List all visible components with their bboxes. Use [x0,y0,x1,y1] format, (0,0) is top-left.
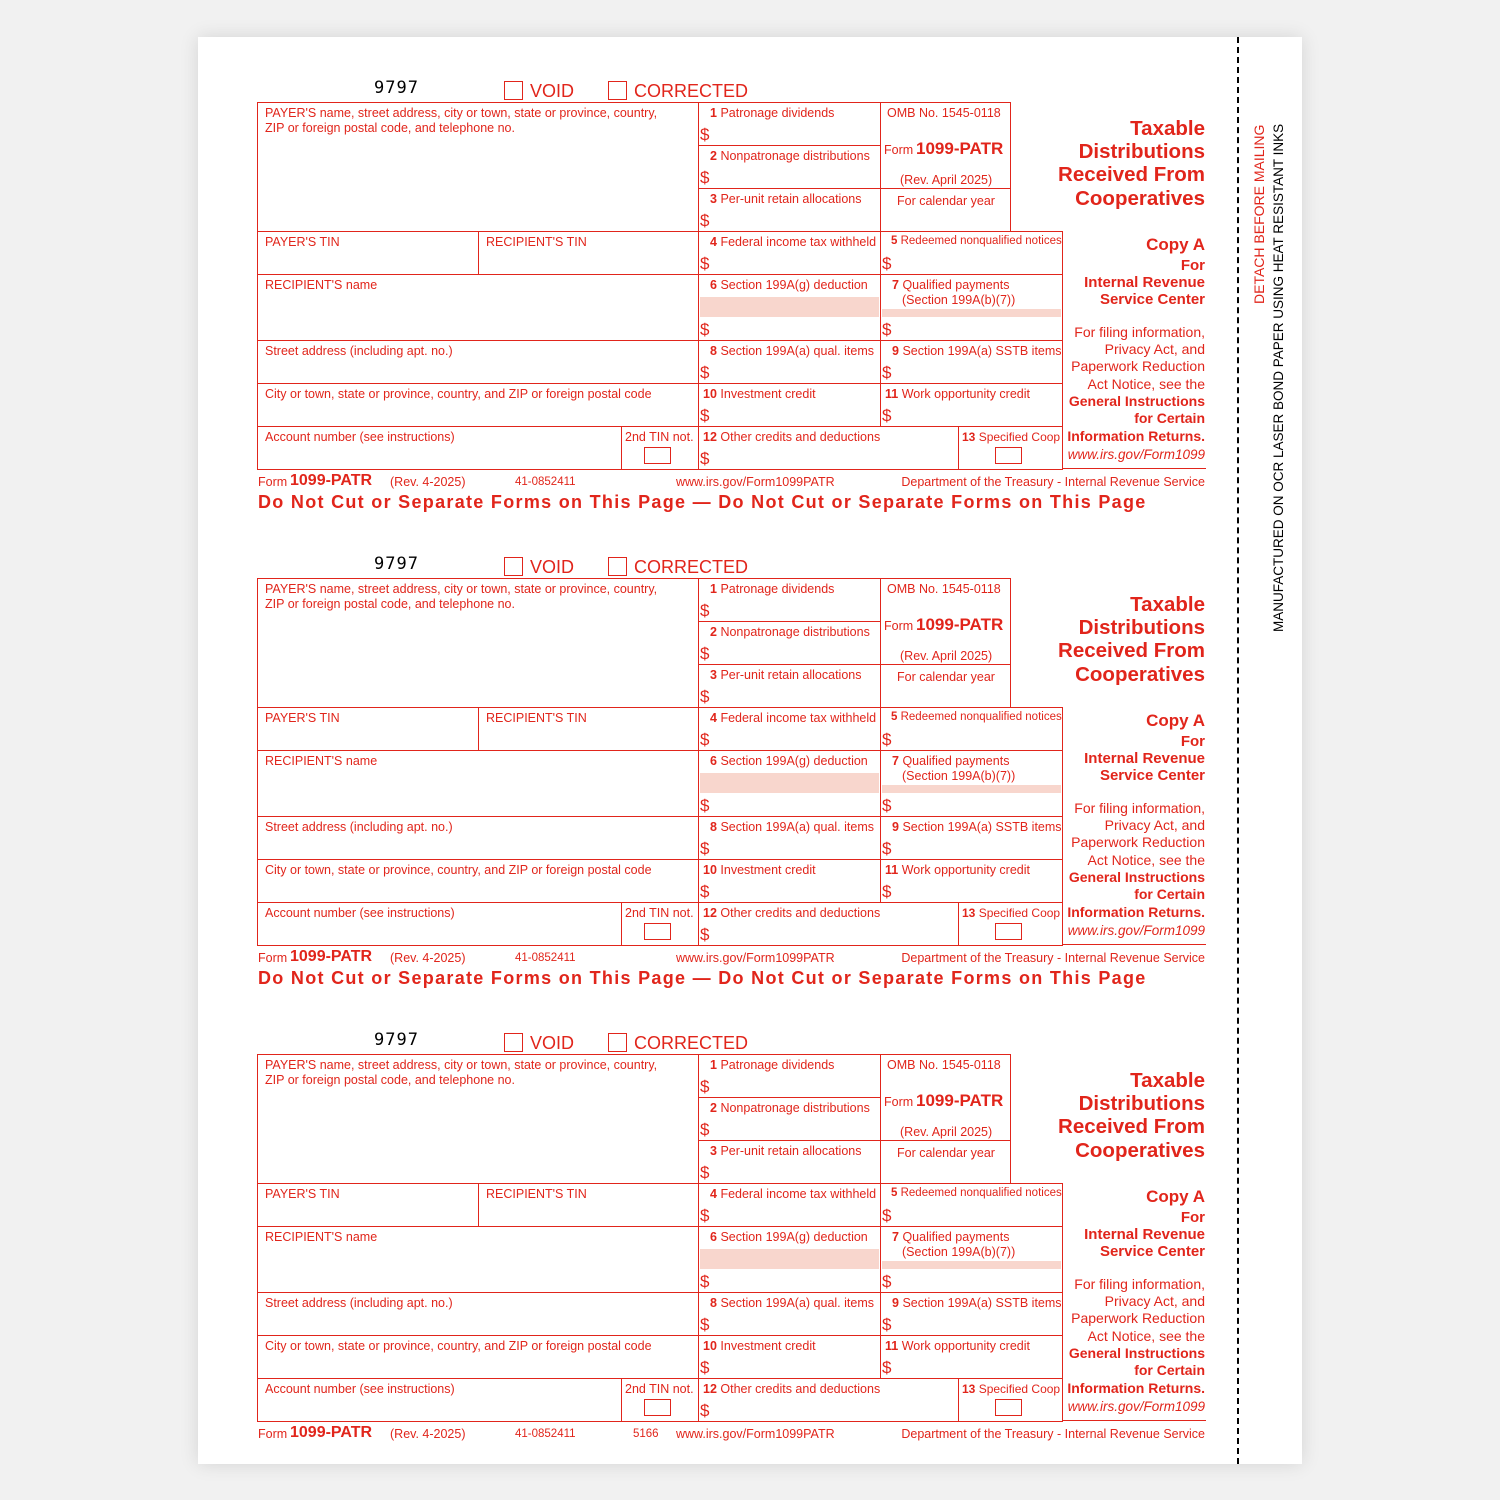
form-prefix: Form [884,1095,914,1109]
box8-dollar: $ [700,363,710,382]
box7-num: 7 [892,1230,899,1244]
box12-label: Other credits and deductions [720,1382,881,1396]
street-label: Street address (including apt. no.) [265,344,453,358]
form-title-2: Distributions [1078,1092,1205,1115]
box8-num: 8 [710,820,717,834]
box2-label: Nonpatronage distributions [720,1101,870,1115]
box5-num: 5 [891,235,898,247]
form-title-2: Distributions [1078,140,1205,163]
form-title-3: Received From [1058,639,1205,662]
box10-dollar: $ [700,406,710,425]
calendar-year-label: For calendar year [897,194,995,208]
box6-num: 6 [710,278,717,292]
box3-num: 3 [710,1144,717,1158]
box11-dollar: $ [882,406,892,425]
box5-label: Redeemed nonqualified notices [900,711,1062,723]
box3-label: Per-unit retain allocations [720,1144,862,1158]
box10-num: 10 [703,1339,717,1353]
payer-tin-label: PAYER'S TIN [265,235,340,249]
second-tin-label: 2nd TIN not. [625,1382,694,1396]
scan-code: 9797 [374,78,419,98]
calendar-year-label: For calendar year [897,670,995,684]
form-number: 1099-PATR [916,1091,1004,1110]
box3-label: Per-unit retain allocations [720,668,862,682]
box7-label2: (Section 199A(b)(7)) [902,769,1016,783]
footer-form-prefix: Form [258,475,288,489]
omb-number: OMB No. 1545-0118 [887,582,1001,596]
box2-label: Nonpatronage distributions [720,149,870,163]
box10-num: 10 [703,863,717,877]
box10-label: Investment credit [720,863,816,877]
box9-dollar: $ [882,1315,892,1334]
info-bold-3: Information Returns. [1067,904,1205,920]
copy-a-label: Copy A [1146,711,1205,730]
box7-label2: (Section 199A(b)(7)) [902,293,1016,307]
box12-dollar: $ [700,449,710,468]
box13-num: 13 [962,430,976,444]
box11-dollar: $ [882,1358,892,1377]
footer-form-prefix: Form [258,951,288,965]
box12-dollar: $ [700,925,710,944]
box10-label: Investment credit [720,1339,816,1353]
info-line-1: For filing information, [1074,324,1205,340]
omb-number: OMB No. 1545-0118 [887,106,1001,120]
box1-label: Patronage dividends [720,582,835,596]
box11-num: 11 [885,1339,899,1353]
box5-label: Redeemed nonqualified notices [900,1187,1062,1199]
box13-label: Specified Coop [978,906,1061,920]
recipient-name-label: RECIPIENT'S name [265,754,378,768]
box7-shade [882,785,1061,793]
box5-dollar: $ [882,1206,892,1225]
info-line-2: Privacy Act, and [1104,817,1205,833]
box4-num: 4 [710,711,717,725]
box4-label: Federal income tax withheld [720,1187,877,1201]
second-tin-label: 2nd TIN not. [625,906,694,920]
info-bold-2: for Certain [1134,410,1205,426]
scan-code: 9797 [374,554,419,574]
scan-code: 9797 [374,1030,419,1050]
box12-num: 12 [703,1382,717,1396]
omb-number: OMB No. 1545-0118 [887,1058,1001,1072]
box10-dollar: $ [700,1358,710,1377]
revision-date: (Rev. April 2025) [900,173,993,187]
box1-dollar: $ [700,1077,710,1096]
box4-dollar: $ [700,1206,710,1225]
info-line-2: Privacy Act, and [1104,1293,1205,1309]
box6-num: 6 [710,754,717,768]
city-label: City or town, state or province, country, and ZIP or foreign postal code [265,387,652,401]
box6-shade [700,297,879,317]
box6-num: 6 [710,1230,717,1244]
box1-label: Patronage dividends [720,1058,835,1072]
corrected-checkbox[interactable] [608,557,627,576]
box6-label: Section 199A(g) deduction [720,754,868,768]
footer-form-number: 1099-PATR [290,472,373,489]
box9-label: Section 199A(a) SSTB items [902,820,1062,834]
omb-divider [880,188,1011,189]
second-tin-checkbox[interactable] [644,447,671,464]
box1-dollar: $ [700,125,710,144]
box6-shade [700,773,879,793]
info-url[interactable]: www.irs.gov/Form1099 [1067,1399,1205,1414]
payer-name-label: PAYER'S name, street address, city or town, state or province, country, [265,582,658,596]
box4-label: Federal income tax withheld [720,235,877,249]
do-not-cut-notice: Do Not Cut or Separate Forms on This Page — Do Not Cut or Separate Forms on This Page [258,492,1147,512]
form-title-2: Distributions [1078,616,1205,639]
box8-num: 8 [710,1296,717,1310]
box8-dollar: $ [700,839,710,858]
box13-checkbox[interactable] [995,447,1022,464]
box5-dollar: $ [882,730,892,749]
omb-block [880,102,1011,232]
box3-label: Per-unit retain allocations [720,192,862,206]
dept-label: Department of the Treasury - Internal Revenue Service [901,475,1205,489]
second-tin-label: 2nd TIN not. [625,430,694,444]
box11-label: Work opportunity credit [901,1339,1030,1353]
box7-shade [882,309,1061,317]
form-title-1: Taxable [1130,593,1205,616]
revision-date: (Rev. April 2025) [900,649,993,663]
form-title-3: Received From [1058,1115,1205,1138]
manufactured-text: MANUFACTURED ON OCR LASER BOND PAPER USING HEAT RESISTANT INKS [1271,123,1286,632]
account-label: Account number (see instructions) [265,906,455,920]
box2-dollar: $ [700,644,710,663]
form-prefix: Form [884,143,914,157]
irs-label-2: Service Center [1099,767,1205,784]
box9-num: 9 [892,820,899,834]
copy-a-label: Copy A [1146,1187,1205,1206]
box8-label: Section 199A(a) qual. items [720,820,874,834]
box4-num: 4 [710,1187,717,1201]
irs-label-1: Internal Revenue [1084,274,1205,291]
payer-name-label: PAYER'S name, street address, city or town, state or province, country, [265,106,658,120]
corrected-checkbox[interactable] [608,1033,627,1052]
calendar-year-label: For calendar year [897,1146,995,1160]
box11-label: Work opportunity credit [901,863,1030,877]
box9-label: Section 199A(a) SSTB items [902,344,1062,358]
corrected-label: CORRECTED [634,81,749,101]
void-label: VOID [530,1033,575,1053]
second-tin-checkbox[interactable] [644,923,671,940]
box4-num: 4 [710,235,717,249]
box11-num: 11 [885,387,899,401]
info-bold-2: for Certain [1134,886,1205,902]
detach-text: DETACH BEFORE MAILING [1251,124,1267,304]
box13-label: Specified Coop [978,1382,1061,1396]
box7-label: Qualified payments [902,754,1010,768]
info-line-1: For filing information, [1074,800,1205,816]
account-label: Account number (see instructions) [265,430,455,444]
box13-checkbox[interactable] [995,1399,1022,1416]
box10-label: Investment credit [720,387,816,401]
box12-label: Other credits and deductions [720,430,881,444]
recipient-tin-label: RECIPIENT'S TIN [486,235,587,249]
info-bold-1: General Instructions [1068,869,1205,885]
box8-label: Section 199A(a) qual. items [720,344,874,358]
payer-tin-label: PAYER'S TIN [265,711,340,725]
footer-form-number: 1099-PATR [290,1424,373,1441]
box13-num: 13 [962,906,976,920]
void-label: VOID [530,557,575,577]
info-url[interactable]: www.irs.gov/Form1099 [1067,447,1205,462]
payer-name-label2: ZIP or foreign postal code, and telephone no. [265,1073,515,1087]
box6-dollar: $ [700,320,710,339]
info-bold-1: General Instructions [1068,393,1205,409]
box5-label: Redeemed nonqualified notices [900,235,1062,247]
box1-dollar: $ [700,601,710,620]
box11-num: 11 [885,863,899,877]
irs-label-1: Internal Revenue [1084,1226,1205,1243]
form-title-4: Cooperatives [1075,663,1205,686]
irs-label-1: Internal Revenue [1084,750,1205,767]
box9-num: 9 [892,344,899,358]
payer-name-label: PAYER'S name, street address, city or town, state or province, country, [265,1058,658,1072]
box6-dollar: $ [700,796,710,815]
box10-num: 10 [703,387,717,401]
payer-tin-label: PAYER'S TIN [265,1187,340,1201]
box5-num: 5 [891,711,898,723]
corrected-label: CORRECTED [634,557,749,577]
void-label: VOID [530,81,575,101]
info-line-4: Act Notice, see the [1087,376,1205,392]
street-label: Street address (including apt. no.) [265,820,453,834]
box8-num: 8 [710,344,717,358]
box2-dollar: $ [700,1120,710,1139]
form-number: 1099-PATR [916,139,1004,158]
form-number: 1099-PATR [916,615,1004,634]
form-title-4: Cooperatives [1075,187,1205,210]
info-line-3: Paperwork Reduction [1071,834,1205,850]
form-title-1: Taxable [1130,1069,1205,1092]
box12-num: 12 [703,906,717,920]
box7-num: 7 [892,278,899,292]
info-bold-1: General Instructions [1068,1345,1205,1361]
box2-num: 2 [710,149,717,163]
info-line-3: Paperwork Reduction [1071,1310,1205,1326]
box2-num: 2 [710,1101,717,1115]
box7-label2: (Section 199A(b)(7)) [902,1245,1016,1259]
box7-shade [882,1261,1061,1269]
recipient-name-label: RECIPIENT'S name [265,1230,378,1244]
box5-dollar: $ [882,254,892,273]
box6-shade [700,1249,879,1269]
info-line-4: Act Notice, see the [1087,1328,1205,1344]
void-checkbox[interactable] [504,81,523,100]
box1-num: 1 [710,1058,717,1072]
recipient-tin-label: RECIPIENT'S TIN [486,1187,587,1201]
irs-label-2: Service Center [1099,291,1205,308]
catalog-number: 41-0852411 [515,1428,576,1440]
do-not-cut-notice: Do Not Cut or Separate Forms on This Page — Do Not Cut or Separate Forms on This Page [258,968,1147,988]
form-url[interactable]: www.irs.gov/Form1099PATR [676,1427,835,1441]
box2-label: Nonpatronage distributions [720,625,870,639]
box8-label: Section 199A(a) qual. items [720,1296,874,1310]
box1-num: 1 [710,106,717,120]
page-code: 5166 [633,1428,659,1440]
for-label: For [1180,733,1205,750]
second-tin-checkbox[interactable] [644,1399,671,1416]
form-copy-2 [0,476,1500,988]
box11-label: Work opportunity credit [901,387,1030,401]
info-line-4: Act Notice, see the [1087,852,1205,868]
box1-num: 1 [710,582,717,596]
catalog-number: 41-0852411 [515,952,576,964]
omb-block [880,1054,1011,1184]
form-title-4: Cooperatives [1075,1139,1205,1162]
corrected-label: CORRECTED [634,1033,749,1053]
footer-form-prefix: Form [258,1427,288,1441]
right-bottom-rule [1062,944,1206,945]
void-checkbox[interactable] [504,1033,523,1052]
form-copy-3 [0,952,1500,1441]
omb-block [880,578,1011,708]
revision-date: (Rev. April 2025) [900,1125,993,1139]
box1-label: Patronage dividends [720,106,835,120]
box8-dollar: $ [700,1315,710,1334]
info-bold-2: for Certain [1134,1362,1205,1378]
box11-dollar: $ [882,882,892,901]
info-line-3: Paperwork Reduction [1071,358,1205,374]
footer-form-number: 1099-PATR [290,948,373,965]
form-url[interactable]: www.irs.gov/Form1099PATR [676,475,835,489]
irs-label-2: Service Center [1099,1243,1205,1260]
box3-dollar: $ [700,211,710,230]
box7-num: 7 [892,754,899,768]
recipient-name-label: RECIPIENT'S name [265,278,378,292]
box9-dollar: $ [882,363,892,382]
box3-dollar: $ [700,687,710,706]
box10-dollar: $ [700,882,710,901]
info-url[interactable]: www.irs.gov/Form1099 [1067,923,1205,938]
info-line-1: For filing information, [1074,1276,1205,1292]
box7-label: Qualified payments [902,1230,1010,1244]
box3-num: 3 [710,192,717,206]
form-title-3: Received From [1058,163,1205,186]
form-prefix: Form [884,619,914,633]
box2-num: 2 [710,625,717,639]
for-label: For [1180,257,1205,274]
box3-num: 3 [710,668,717,682]
corrected-checkbox[interactable] [608,81,627,100]
info-line-2: Privacy Act, and [1104,341,1205,357]
box4-dollar: $ [700,730,710,749]
box13-num: 13 [962,1382,976,1396]
box7-dollar: $ [882,320,892,339]
box12-dollar: $ [700,1401,710,1420]
payer-name-label2: ZIP or foreign postal code, and telephone no. [265,597,515,611]
omb-divider [880,1140,1011,1141]
box9-dollar: $ [882,839,892,858]
street-label: Street address (including apt. no.) [265,1296,453,1310]
box12-label: Other credits and deductions [720,906,881,920]
right-bottom-rule [1062,468,1206,469]
box4-label: Federal income tax withheld [720,711,877,725]
copy-a-label: Copy A [1146,235,1205,254]
box7-label: Qualified payments [902,278,1010,292]
box7-dollar: $ [882,796,892,815]
account-label: Account number (see instructions) [265,1382,455,1396]
payer-name-label2: ZIP or foreign postal code, and telephone no. [265,121,515,135]
box13-checkbox[interactable] [995,923,1022,940]
city-label: City or town, state or province, country, and ZIP or foreign postal code [265,1339,652,1353]
footer-revision: (Rev. 4-2025) [390,951,466,965]
box7-dollar: $ [882,1272,892,1291]
omb-divider [880,664,1011,665]
form-copy-1 [0,0,1500,512]
form-title-1: Taxable [1130,117,1205,140]
box6-label: Section 199A(g) deduction [720,1230,868,1244]
city-label: City or town, state or province, country, and ZIP or foreign postal code [265,863,652,877]
catalog-number: 41-0852411 [515,476,576,488]
dept-label: Department of the Treasury - Internal Revenue Service [901,951,1205,965]
box6-dollar: $ [700,1272,710,1291]
box5-num: 5 [891,1187,898,1199]
footer-revision: (Rev. 4-2025) [390,1427,466,1441]
box6-label: Section 199A(g) deduction [720,278,868,292]
info-bold-3: Information Returns. [1067,1380,1205,1396]
recipient-tin-label: RECIPIENT'S TIN [486,711,587,725]
box9-num: 9 [892,1296,899,1310]
right-bottom-rule [1062,1420,1206,1421]
info-bold-3: Information Returns. [1067,428,1205,444]
for-label: For [1180,1209,1205,1226]
footer-revision: (Rev. 4-2025) [390,475,466,489]
box12-num: 12 [703,430,717,444]
form-url[interactable]: www.irs.gov/Form1099PATR [676,951,835,965]
dept-label: Department of the Treasury - Internal Revenue Service [901,1427,1205,1441]
box13-label: Specified Coop [978,430,1061,444]
box2-dollar: $ [700,168,710,187]
box9-label: Section 199A(a) SSTB items [902,1296,1062,1310]
void-checkbox[interactable] [504,557,523,576]
box4-dollar: $ [700,254,710,273]
box3-dollar: $ [700,1163,710,1182]
